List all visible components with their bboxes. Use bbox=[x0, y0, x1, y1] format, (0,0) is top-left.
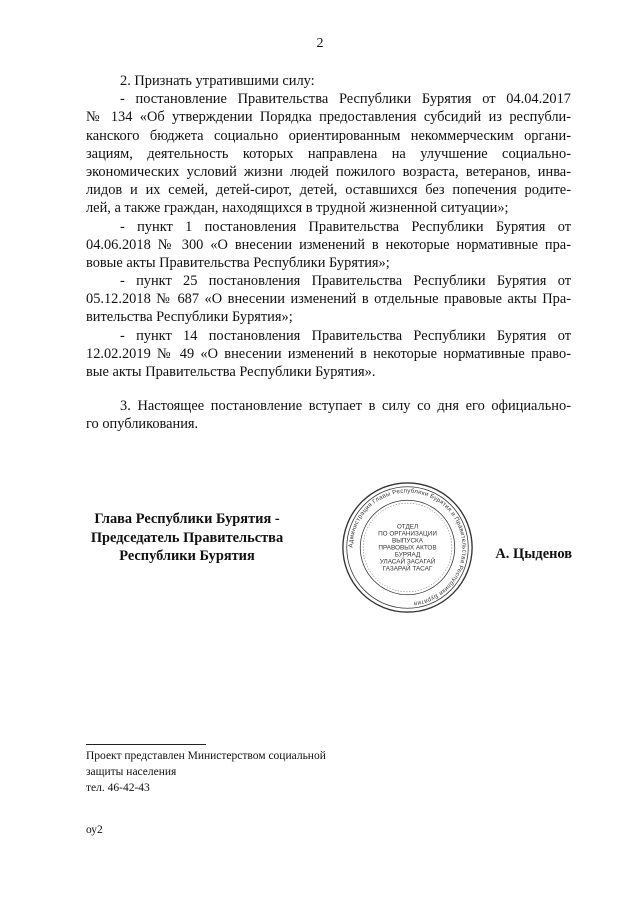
signature-title-line: Республики Бурятия bbox=[119, 548, 255, 564]
document-body bbox=[86, 72, 571, 434]
body-line: вовые акты Правительства Республики Бурятия»; bbox=[86, 254, 390, 271]
body-line: 3. Настоящее постановление вступает в силу со дня его официально- bbox=[120, 398, 571, 415]
body-line: лидов и их семей, детей-сирот, детей, оставшихся без попечения родите- bbox=[86, 182, 571, 199]
signature-title bbox=[78, 510, 296, 566]
stamp-center-line: БУРЯАД bbox=[394, 551, 421, 559]
footer-phone: тел. 46-42-43 bbox=[86, 782, 150, 794]
stamp-center-line: УЛАСАЙ ЗАСАГАЙ bbox=[379, 558, 436, 566]
body-line: № 134 «Об утверждении Порядка предоставления субсидий из республи- bbox=[86, 109, 571, 126]
stamp-center-line: ВЫПУСКА bbox=[391, 537, 424, 545]
page-number: 2 bbox=[316, 36, 324, 51]
stamp-center-line: ОТДЕЛ bbox=[396, 523, 419, 531]
footer-divider bbox=[86, 744, 206, 745]
body-line: вительства Республики Бурятия»; bbox=[86, 309, 293, 326]
body-line: - постановление Правительства Республики Бурятия от 04.04.2017 bbox=[120, 91, 571, 108]
body-line: зациям, деятельность которых направлена на улучшение социально- bbox=[86, 145, 571, 162]
signature-title-line: Председатель Правительства bbox=[90, 529, 284, 546]
paragraph-gap bbox=[86, 381, 571, 397]
stamp-ring-text: Администрация Главы Республики Бурятия и Правительства Республики Бурятия bbox=[348, 488, 467, 607]
footer-note bbox=[86, 748, 416, 796]
body-line: 05.12.2018 № 687 «О внесении изменений в отдельные правовые акты Пра- bbox=[86, 291, 571, 308]
footer-line: Проект представлен Министерством социальной bbox=[86, 750, 326, 762]
stamp-center-line: ПО ОРГАНИЗАЦИИ bbox=[378, 530, 437, 538]
body-line: экономических условий жизни людей пожилого возраста, ветеранов, инва- bbox=[86, 163, 571, 180]
footer-line: защиты населения bbox=[86, 766, 177, 778]
official-stamp bbox=[340, 480, 475, 615]
body-line: канского бюджета социально ориентированным некоммерческим органи- bbox=[86, 127, 571, 144]
body-line: вые акты Правительства Республики Бурятия». bbox=[86, 364, 376, 380]
body-line: 2. Признать утратившими силу: bbox=[120, 73, 315, 89]
body-line: - пункт 1 постановления Правительства Республики Бурятия от bbox=[120, 218, 571, 235]
body-line: 04.06.2018 № 300 «О внесении изменений в некоторые нормативные пра- bbox=[86, 236, 571, 253]
body-line: лей, а также граждан, находящихся в трудной жизненной ситуации»; bbox=[86, 200, 509, 217]
body-line: - пункт 14 постановления Правительства Республики Бурятия от bbox=[120, 327, 571, 344]
body-line: го опубликования. bbox=[86, 416, 199, 433]
stamp-center-line: ПРАВОВЫХ АКТОВ bbox=[378, 544, 437, 552]
stamp-center-line: ГАЗАРАЙ ТАСАГ bbox=[382, 565, 433, 573]
body-line: - пункт 25 постановления Правительства Республики Бурятия от bbox=[120, 273, 571, 290]
signer-name: А. Цыденов bbox=[495, 546, 572, 562]
document-code: оу2 bbox=[86, 824, 103, 836]
signature-title-line: Глава Республики Бурятия - bbox=[94, 511, 280, 527]
body-line: 12.02.2019 № 49 «О внесении изменений в некоторые нормативные право- bbox=[86, 345, 571, 362]
